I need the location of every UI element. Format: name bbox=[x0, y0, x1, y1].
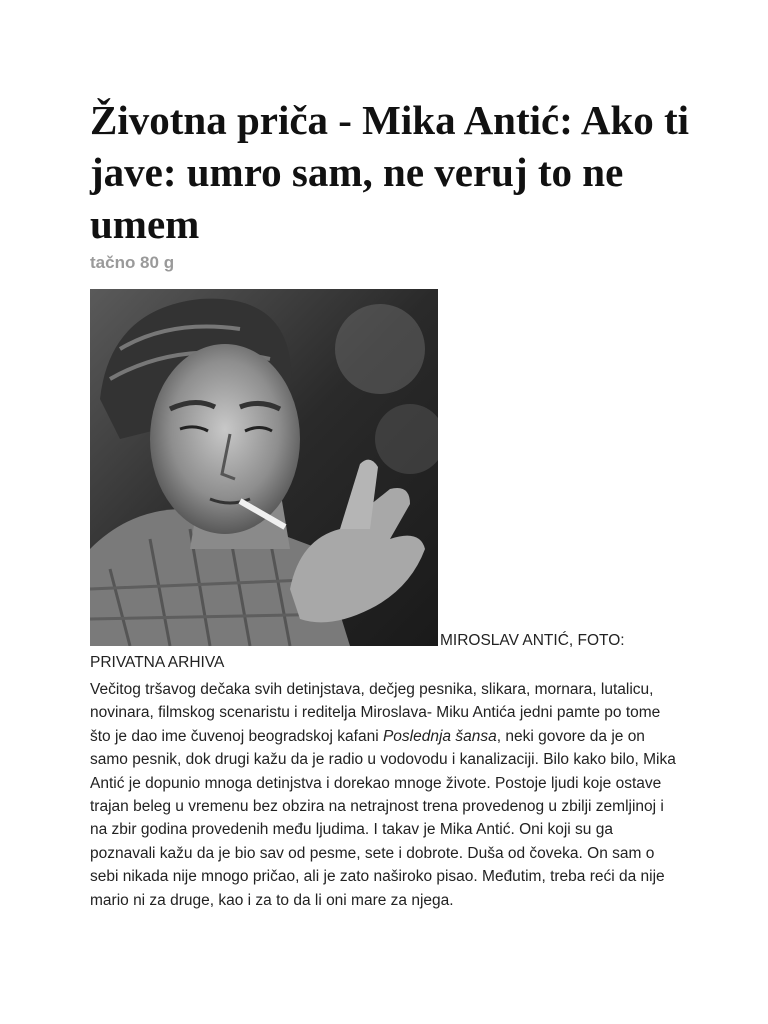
photo-caption bbox=[90, 630, 680, 674]
body-text-start: Večitog tršavog dečaka svih detinjstava, dečjeg pesnika, slikara, mornara, lutalicu, novinara, filmskog scenaristu i reditelja Miroslava- Miku Antića jedni pamte po tome što je dao ime čuvenoj beogradskoj kafani bbox=[90, 681, 661, 745]
article-date: tačno 80 g bbox=[90, 253, 175, 272]
portrait-photo bbox=[90, 289, 438, 646]
caption-text: MIROSLAV ANTIĆ, FOTO: PRIVATNA ARHIVA bbox=[90, 632, 625, 671]
body-paragraph bbox=[90, 678, 680, 912]
portrait-illustration bbox=[90, 289, 438, 646]
article-title: Životna priča - Mika Antić: Ako ti jave: umro sam, ne veruj to ne umem bbox=[90, 97, 690, 247]
article-body bbox=[90, 678, 680, 912]
cafe-name: Poslednja šansa bbox=[382, 727, 497, 745]
body-text-rest: , neki govore da je on samo pesnik, dok drugi kažu da je radio u vodovodu i kanalizaciji. Bilo kako bilo, Mika Antić je dopunio mnoga detinjstva i dorekao mnoge živote. Postoje ljudi koje ostave trajan beleg u vremenu bez obzira na netrajnost trena provedenog u zbilji zemljinoj i na zbir godina provedenih među ljudima. I takav je Mika Antić. Oni koji su ga poznavali kažu da je bio sav od pesme, sete i dobrote. Duša od čoveka. On sam o sebi nikada nije mnogo pričao, ali je zato naširoko pisao. Međutim, treba reći da nije mario ni za druge, kao i za to da li oni mare za njega. bbox=[90, 727, 676, 909]
